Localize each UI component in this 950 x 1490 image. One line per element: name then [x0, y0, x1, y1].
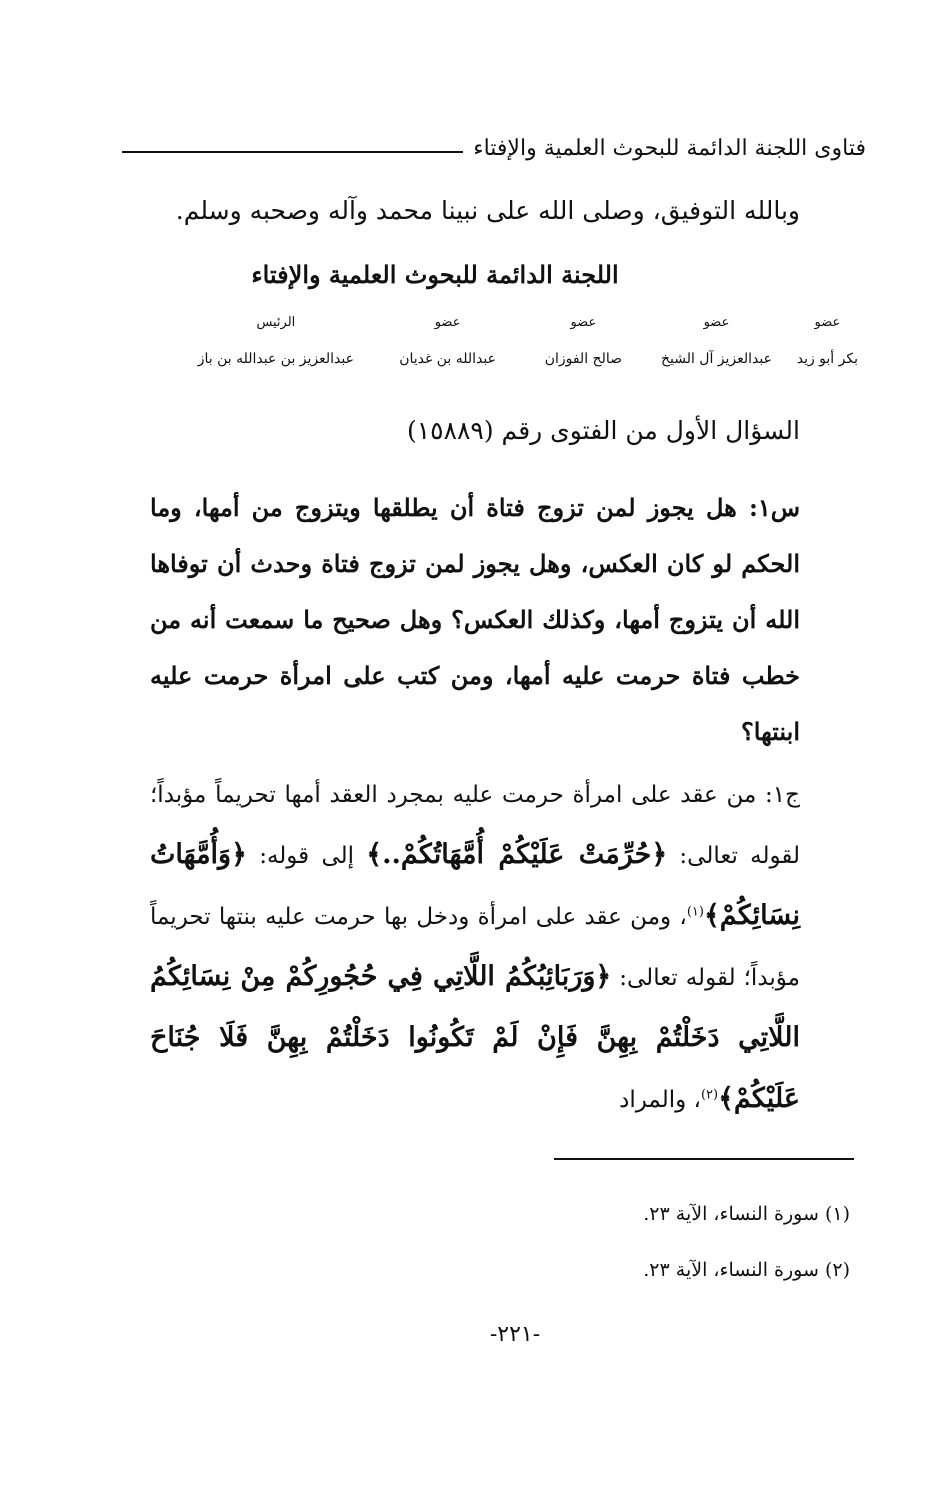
- quran-quote: ﴿وَرَبَائِبُكُمُ اللَّاتِي فِي حُجُورِكُمْ مِنْ نِسَائِكُمُ اللَّاتِي دَخَلْتُمْ بِهِنَّ فَإِنْ لَمْ تَكُونُوا دَخَلْتُمْ بِهِنَّ فَلَا جُنَاحَ عَلَيْكُمْ﴾: [150, 961, 800, 1114]
- signatory-role: عضو: [703, 315, 730, 330]
- question-heading: السؤال الأول من الفتوى رقم (١٥٨٨٩): [406, 416, 800, 445]
- signatures-block: [138, 314, 858, 374]
- answer-text: [150, 766, 800, 1130]
- committee-name: اللجنة الدائمة للبحوث العلمية والإفتاء: [251, 260, 619, 289]
- signatory: [198, 314, 354, 370]
- signatory-name: عبدالعزيز بن عبدالله بن باز: [197, 351, 354, 367]
- page-number: -٢٢١-: [489, 1322, 541, 1347]
- footnote-rule: [554, 1158, 854, 1160]
- running-header: [122, 128, 866, 168]
- quran-quote: ﴿حُرِّمَتْ عَلَيْكُمْ أُمَّهَاتُكُمْ..﴾: [366, 839, 668, 870]
- answer-part: ، ومن عقد على امرأة ودخل بها حرمت عليه بنتها تحريماً مؤبداً؛ لقوله تعالى:: [150, 904, 801, 991]
- signatory-name: عبدالله بن غديان: [399, 351, 496, 367]
- answer-part: إلى قوله:: [246, 843, 367, 869]
- answer-part: ج١: من عقد على امرأة حرمت عليه بمجرد العقد أمها تحريماً مؤبداً؛ لقوله تعالى:: [150, 782, 800, 869]
- header-rule: [122, 151, 463, 153]
- answer-part: ، والمراد: [619, 1087, 701, 1113]
- signatory-role: عضو: [434, 315, 461, 330]
- signatory: [399, 314, 496, 370]
- signatory: [797, 314, 858, 370]
- closing-line: وبالله التوفيق، وصلى الله على نبينا محمد وآله وصحبه وسلم.: [175, 196, 800, 225]
- footnote: (٢) سورة النساء، الآية ٢٣.: [643, 1259, 850, 1281]
- running-header-title: فتاوى اللجنة الدائمة للبحوث العلمية والإفتاء: [473, 135, 866, 161]
- quran-quote: ﴿وَأُمَّهَاتُ نِسَائِكُمْ﴾: [150, 839, 800, 931]
- signatory-name: صالح الفوزان: [544, 351, 622, 367]
- signatory: [661, 314, 772, 370]
- footnotes: [643, 1186, 850, 1298]
- question-text: س١: هل يجوز لمن تزوج فتاة أن يطلقها ويتزوج من أمها، وما الحكم لو كان العكس، وهل يجوز لمن تزوج فتاة وحدث أن توفاها الله أن يتزوج أمها، وكذلك العكس؟ وهل صحيح ما سمعت أنه من خطب فتاة حرمت عليه أمها، ومن كتب على امرأة حرمت عليه ابنتها؟: [150, 493, 800, 746]
- footnote: (١) سورة النساء، الآية ٢٣.: [643, 1203, 850, 1225]
- signatory-name: عبدالعزيز آل الشيخ: [660, 351, 772, 367]
- signatory: [545, 314, 622, 370]
- footnote-ref: (٢): [700, 1087, 719, 1103]
- signatory-name: بكر أبو زيد: [796, 351, 858, 367]
- footnote-ref: (١): [686, 904, 704, 920]
- signatory-role: عضو: [814, 315, 841, 330]
- signatory-role: عضو: [570, 315, 597, 330]
- signatory-role: الرئيس: [256, 315, 296, 330]
